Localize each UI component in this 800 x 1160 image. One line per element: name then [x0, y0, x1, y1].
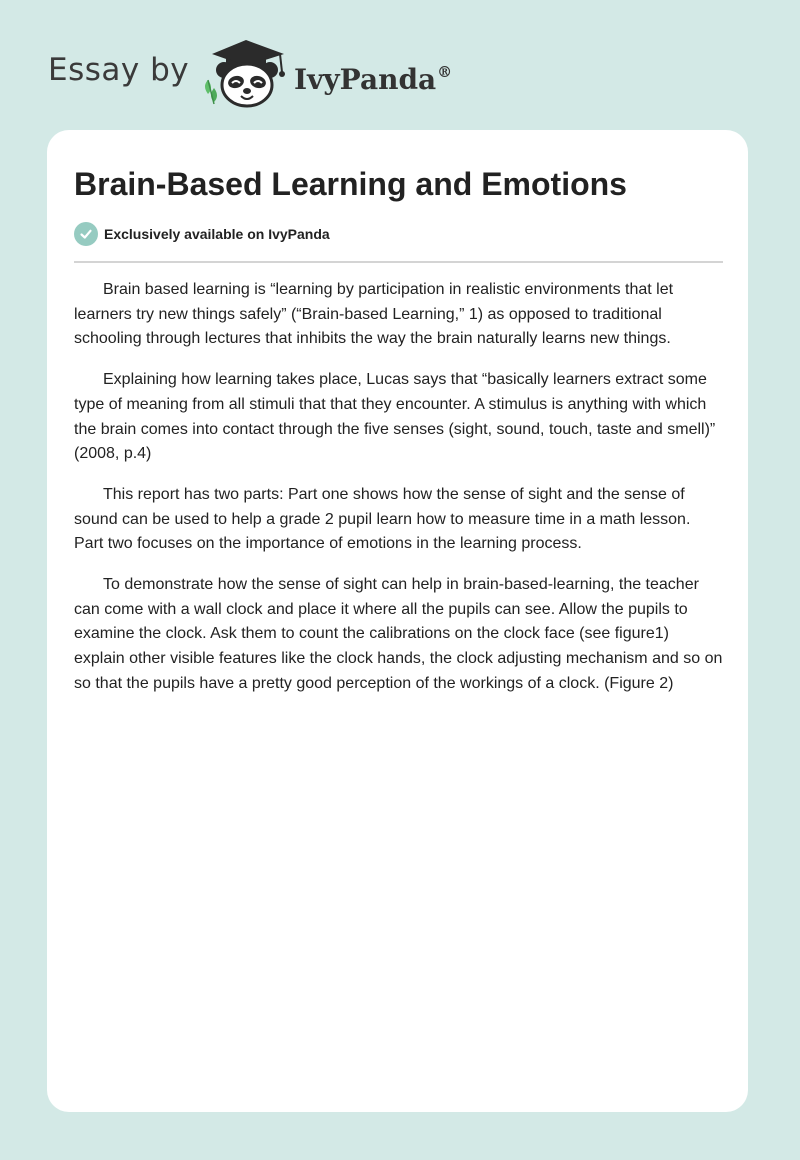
paragraph: This report has two parts: Part one shows how the sense of sight and the sense of sound can be used to help a grade 2 pupil learn how to measure time in a math lesson. Part two focuses on the importance of emotions in the learning process. — [74, 485, 691, 553]
brand-name-text: IvyPanda — [294, 63, 437, 96]
check-icon — [74, 222, 98, 246]
essay-card — [47, 130, 748, 1112]
registered-mark: ® — [437, 63, 453, 81]
panda-graduate-icon — [200, 36, 292, 108]
paragraph: Explaining how learning takes place, Lucas says that “basically learners extract some type of meaning from all stimuli that that they encounter. A stimulus is anything with which the brain comes into contact through the five senses (sight, sound, touch, taste and smell)” (2008, p.4) — [74, 371, 716, 463]
divider — [74, 261, 723, 263]
page-title: Brain-Based Learning and Emotions — [74, 166, 627, 202]
brand-name — [294, 52, 452, 100]
essay-body — [74, 278, 723, 713]
paragraph: Brain based learning is “learning by participation in realistic environments that let learners try new things safely” (“Brain-based Learning,” 1) as opposed to traditional schooling through lectures that inhibits the way the brain naturally learns new things. — [74, 281, 674, 348]
exclusive-label: Exclusively available on IvyPanda — [104, 226, 330, 242]
paragraph: To demonstrate how the sense of sight can help in brain-based-learning, the teacher can come with a wall clock and place it where all the pupils can see. Allow the pupils to examine the clock. Ask them to count the calibrations on the clock face (see figure1) explain other visible features like the clock hands, the clock adjusting mechanism and so on so that the pupils have a pretty good perception of the workings of a clock. (Figure 2) — [74, 576, 723, 692]
exclusive-badge — [74, 222, 330, 246]
essay-by-label: Essay by — [48, 52, 190, 88]
site-header — [0, 0, 800, 120]
